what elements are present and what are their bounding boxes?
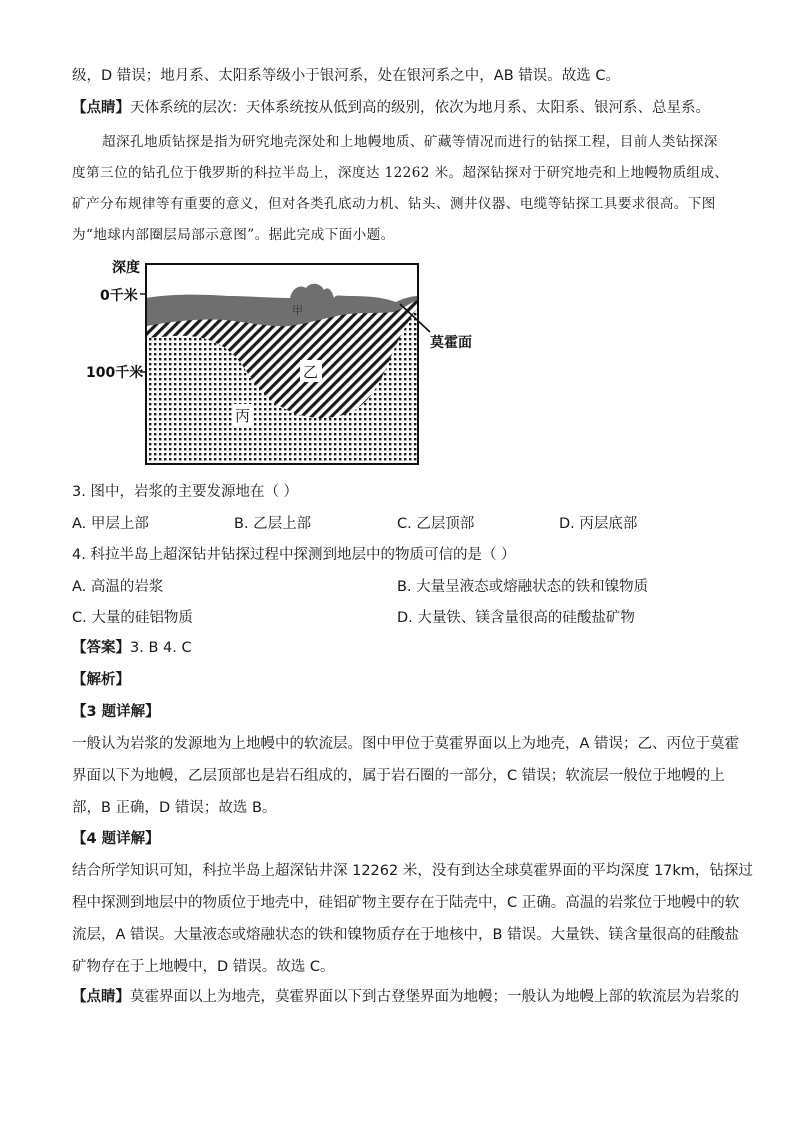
tip-tag: 【点睛】 <box>72 100 130 116</box>
q4-option-d: D. 大量铁、镁含量很高的硅酸盐矿物 <box>397 610 635 626</box>
detail-3-line: 部，B 正确，D 错误；故选 B。 <box>72 800 277 816</box>
detail-4-line: 流层，A 错误。大量液态或熔融状态的铁和镍物质存在于地核中，B 错误。大量铁、镁含量很高的硅酸盐 <box>72 927 740 943</box>
q3-option-b: B. 乙层上部 <box>234 516 312 532</box>
answer-tag: 【答案】 <box>72 640 130 656</box>
passage-line: 矿产分布规律等有重要的意义，但对各类孔底动力机、钻头、测井仪器、电缆等钻探工具要求很高。下图 <box>72 196 716 212</box>
q3-option-c: C. 乙层顶部 <box>397 516 475 532</box>
analysis-tag: 【解析】 <box>72 672 130 688</box>
detail-4-tag: 【4 题详解】 <box>72 831 160 847</box>
detail-4-line: 程中探测到地层中的物质位于地壳中，硅铝矿物主要存在于陆壳中，C 正确。高温的岩浆位于地幔中的软 <box>72 895 740 911</box>
passage-line: 为“地球内部圈层局部示意图”。据此完成下面小题。 <box>72 227 395 243</box>
detail-4-line: 结合所学知识可知，科拉半岛上超深钻井深 12262 米，没有到达全球莫霍界面的平均深度 17km，钻探过 <box>72 863 753 879</box>
q4-option-b: B. 大量呈液态或熔融状态的铁和镍物质 <box>397 579 649 595</box>
layer-yi-label: 乙 <box>303 363 319 381</box>
q4-option-a: A. 高温的岩浆 <box>72 579 164 595</box>
q4-option-c: C. 大量的硅铝物质 <box>72 610 193 626</box>
detail-4-line: 矿物存在于上地幔中，D 错误。故选 C。 <box>72 959 335 975</box>
earth-layers-diagram <box>78 252 488 468</box>
q3-option-d: D. 丙层底部 <box>559 516 638 532</box>
detail-3-line: 一般认为岩浆的发源地为上地幔中的软流层。图中甲位于莫霍界面以上为地壳，A 错误；乙、丙位于莫霍 <box>72 736 740 752</box>
tip-text: 天体系统的层次：天体系统按从低到高的级别，依次为地月系、太阳系、银河系、总星系。 <box>130 100 710 116</box>
layer-jia-label: 甲 <box>292 304 303 317</box>
tip-2-tag: 【点睛】 <box>72 989 130 1005</box>
tip-line <box>72 98 710 118</box>
hundred-km-label: 100千米 <box>86 365 144 381</box>
answer-line <box>72 638 192 658</box>
depth-label: 深度 <box>112 260 140 276</box>
tip-2-text: 莫霍界面以上为地壳，莫霍界面以下到古登堡界面为地幔；一般认为地幔上部的软流层为岩浆的 <box>130 989 739 1005</box>
question-3-stem: 3. 图中，岩浆的主要发源地在（ ） <box>72 484 299 500</box>
zero-km-label: 0千米 <box>100 288 138 304</box>
passage-line: 度第三位的钻孔位于俄罗斯的科拉半岛上，深度达 12262 米。超深钻探对于研究地壳和上地幔物质组成、 <box>72 165 729 181</box>
detail-3-line: 界面以下为地幔，乙层顶部也是岩石组成的，属于岩石圈的一部分，C 错误；软流层一般位于地幔的上 <box>72 768 725 784</box>
passage-line: 超深孔地质钻探是指为研究地壳深处和上地幔地质、矿藏等情况而进行的钻探工程，目前人类钻探深 <box>102 134 718 150</box>
tip-2-line <box>72 987 739 1007</box>
question-4-stem: 4. 科拉半岛上超深钻井钻探过程中探测到地层中的物质可信的是（ ） <box>72 547 516 563</box>
q3-option-a: A. 甲层上部 <box>72 516 149 532</box>
text-line: 级，D 错误；地月系、太阳系等级小于银河系，处在银河系之中，AB 错误。故选 C。 <box>72 68 620 84</box>
layer-bing-label: 丙 <box>235 407 251 425</box>
moho-label: 莫霍面 <box>430 335 472 351</box>
detail-3-tag: 【3 题详解】 <box>72 704 160 720</box>
answer-text: 3. B 4. C <box>130 640 192 656</box>
